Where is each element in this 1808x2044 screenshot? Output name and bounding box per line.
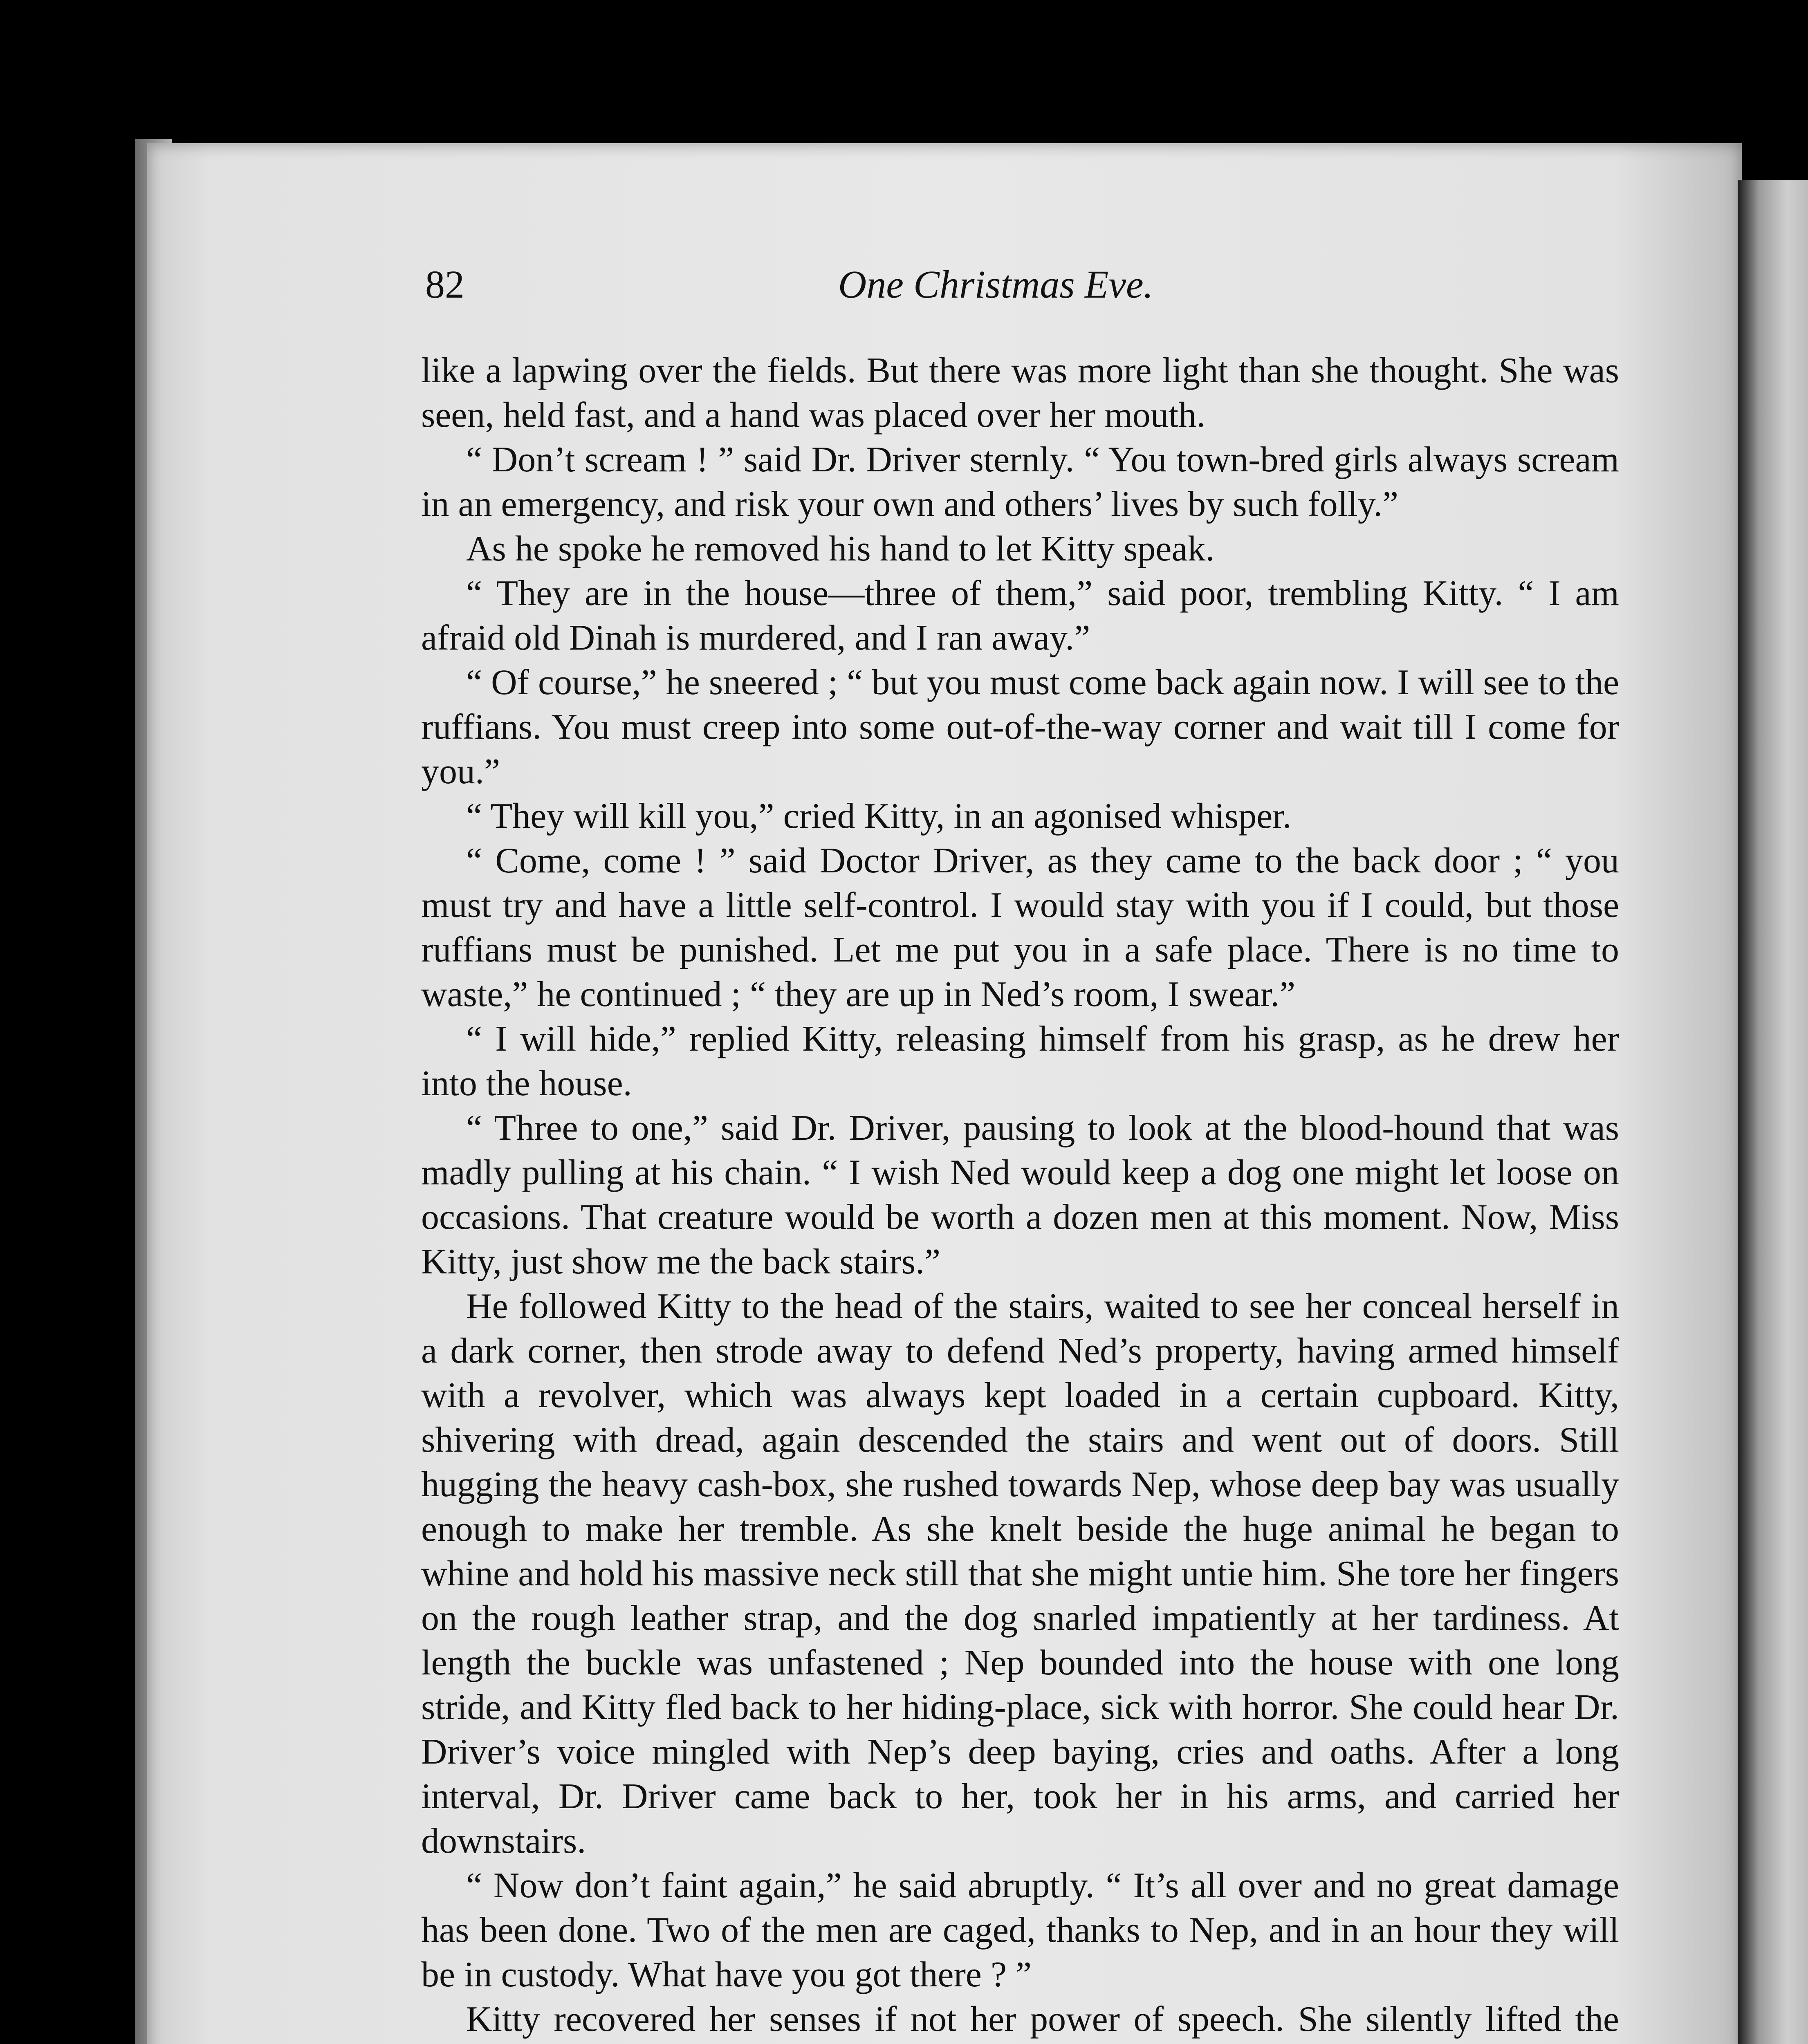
paragraph: like a lapwing over the fields. But there was more light than she thought. She was seen, held fast, and a hand was placed over her mouth. (421, 351, 1619, 435)
paragraph: “ Don’t scream ! ” said Dr. Driver sternly. “ You town-bred girls always scream in an emergency, and risk your own and others’ lives by such folly.” (421, 440, 1619, 524)
paragraph: “ Now don’t faint again,” he said abruptly. “ It’s all over and no great damage has been done. Two of the men are caged, thanks to Nep, and in an hour they will be in custody. What have you got there ? ” (421, 1866, 1619, 1995)
paragraph: “ They are in the house—three of them,” said poor, trembling Kitty. “ I am afraid old Dinah is murdered, and I ran away.” (421, 574, 1619, 658)
page-number: 82 (425, 262, 464, 306)
paragraph: As he spoke he removed his hand to let Kitty speak. (466, 529, 1215, 569)
paragraph: “ Three to one,” said Dr. Driver, pausing to look at the blood-hound that was madly pulling at his chain. “ I wish Ned would keep a dog one might let loose on occasions. That creature would be worth a dozen men at this moment. Now, Miss Kitty, just show me the back stairs.” (421, 1108, 1619, 1282)
paragraph: “ Of course,” he sneered ; “ but you must come back again now. I will see to the ruffians. You must creep into some out-of-the-way corner and wait till I come for you.” (421, 663, 1619, 791)
paragraph: Kitty recovered her senses if not her power of speech. She silently lifted the (466, 1999, 1619, 2039)
paragraph: “ Come, come ! ” said Doctor Driver, as they came to the back door ; “ you must try and have a little self-control. I would stay with you if I could, but those ruffians must be punished. Let me put you in a safe place. There is no time to waste,” he continued ; “ they are up in Ned’s room, I swear.” (421, 841, 1619, 1014)
body-text (421, 348, 1619, 2044)
facing-page-edge (1738, 180, 1808, 2044)
paragraph: “ They will kill you,” cried Kitty, in an agonised whisper. (466, 796, 1292, 836)
page-header (425, 262, 1627, 327)
paragraph: “ I will hide,” replied Kitty, releasing himself from his grasp, as he drew her into the house. (421, 1019, 1619, 1103)
running-title: One Christmas Eve. (838, 262, 1153, 306)
paragraph: He followed Kitty to the head of the stairs, waited to see her conceal herself in a dark corner, then strode away to defend Ned’s property, having armed himself with a revolver, which was always kept loaded in a certain cupboard. Kitty, shivering with dread, again descended the stairs and went out of doors. Still hugging the heavy cash-box, she rushed towards Nep, whose deep bay was usually enough to make her tremble. As she knelt beside the huge animal he began to whine and hold his massive neck still that she might untie him. She tore her fingers on the rough leather strap, and the dog snarled impatiently at her tardiness. At length the buckle was unfastened ; Nep bounded into the house with one long stride, and Kitty fled back to her hiding-place, sick with horror. She could hear Dr. Driver’s voice mingled with Nep’s deep baying, cries and oaths. After a long interval, Dr. Driver came back to her, took her in his arms, and carried her downstairs. (421, 1286, 1619, 1861)
